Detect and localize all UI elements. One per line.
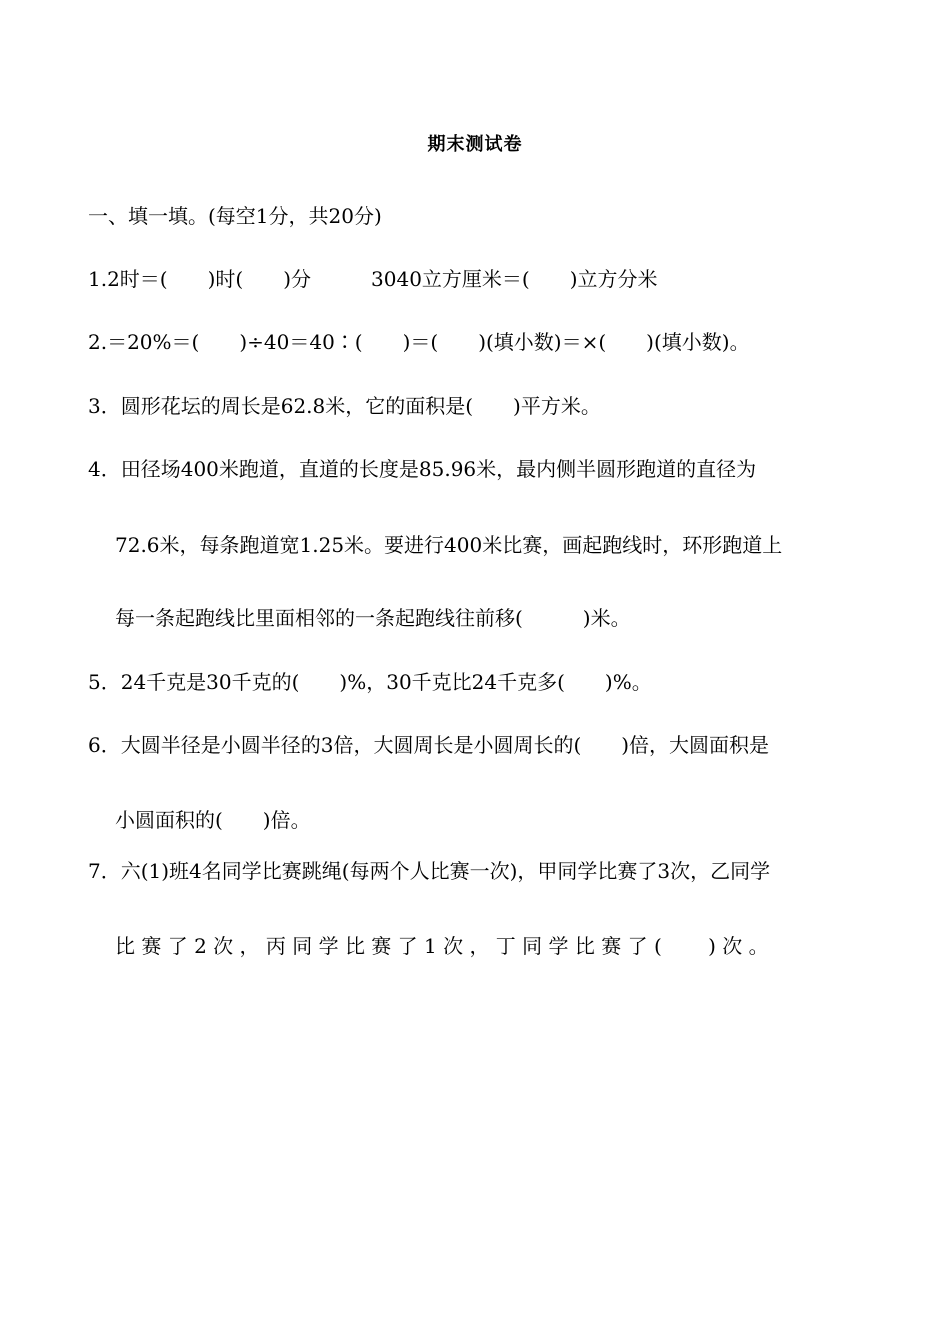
question-2: 2.＝20%＝( )÷40＝40∶( )＝( )(填小数)＝×( )(填小数)。 xyxy=(88,330,750,354)
question-7-line-2: 比 赛 了 2 次 ， 丙 同 学 比 赛 了 1 次 ， 丁 同 学 比 赛 了 ( ) 次 。 xyxy=(115,934,769,958)
page-title: 期末测试卷 xyxy=(427,134,523,155)
question-7-line-1: 7．六(1)班4名同学比赛跳绳(每两个人比赛一次)，甲同学比赛了3次，乙同学 xyxy=(88,859,771,883)
question-1: 1.2时＝( )时( )分 3040立方厘米＝( )立方分米 xyxy=(88,267,658,291)
question-5: 5．24千克是30千克的( )%，30千克比24千克多( )%。 xyxy=(88,670,652,694)
question-6-line-2: 小圆面积的( )倍。 xyxy=(115,808,311,832)
question-3: 3．圆形花坛的周长是62.8米，它的面积是( )平方米。 xyxy=(88,394,601,418)
section-heading: 一、填一填。(每空1分，共20分) xyxy=(88,204,382,228)
question-6-line-1: 6．大圆半径是小圆半径的3倍，大圆周长是小圆周长的( )倍，大圆面积是 xyxy=(88,733,770,757)
question-4-line-3: 每一条起跑线比里面相邻的一条起跑线往前移( )米。 xyxy=(115,606,631,630)
question-4-line-1: 4．田径场400米跑道，直道的长度是85.96米，最内侧半圆形跑道的直径为 xyxy=(88,457,757,481)
question-4-line-2: 72.6米，每条跑道宽1.25米。要进行400米比赛，画起跑线时，环形跑道上 xyxy=(115,533,783,557)
